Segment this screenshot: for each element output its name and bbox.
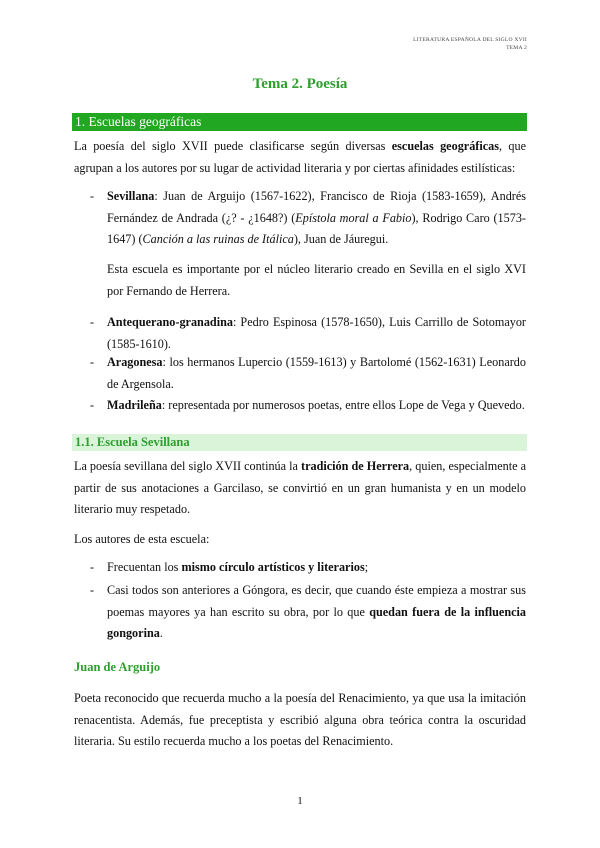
- text-span: Frecuentan los: [107, 560, 182, 574]
- bold-term: tradición de Herrera: [301, 459, 410, 473]
- text-span: ;: [364, 560, 369, 574]
- section-heading-escuelas: 1. Escuelas geográficas: [72, 113, 527, 131]
- text-span: La poesía sevillana del siglo XVII continúa la: [74, 459, 302, 473]
- work-title: Epístola moral a Fabio: [295, 210, 412, 225]
- bullet-dash: -: [90, 398, 95, 412]
- text-span: ), Juan de Jáuregui.: [293, 232, 389, 246]
- text-span: : representada por numerosos poetas, entre ellos Lope de Vega y Quevedo.: [161, 398, 525, 412]
- work-title: Canción a las ruinas de Itálica: [142, 232, 294, 246]
- text-span: Casi todos son anteriores a Góngora, es decir, que cuando éste empieza a mostrar sus poemas mayores ya han escrito su obra, por lo que: [107, 583, 526, 619]
- intro-paragraph: [74, 136, 526, 179]
- authors-intro: Los autores de esta escuela:: [74, 532, 210, 546]
- list-item-madrilena: [74, 395, 526, 417]
- bullet-dash: -: [90, 315, 95, 329]
- arguijo-paragraph: Poeta reconocido que recuerda mucho a la poesía del Renacimiento, ya que usa la imitación renacentista. Además, fue preceptista y escribió alguna obra teórica contra la oscuridad literaria. Su estilo recuerda mucho a los poetas del Renacimiento.: [74, 691, 526, 748]
- school-name: Aragonesa: [107, 355, 163, 369]
- text-span: , quien, especialmente a partir de sus anotaciones a Garcilaso, se convirtió en un gran humanista y en un modelo literario muy respetado.: [74, 459, 526, 516]
- list-item-antequerano: [74, 312, 526, 355]
- list-item-aragonesa: [74, 352, 526, 395]
- school-name: Madrileña: [107, 398, 162, 412]
- list-item-text: [107, 557, 526, 579]
- list-item-text: [107, 395, 526, 417]
- sevillana-note: Esta escuela es importante por el núcleo literario creado en Sevilla en el siglo XVI por Fernando de Herrera.: [107, 262, 526, 298]
- bold-term: quedan fuera de la influencia gongorina: [107, 604, 526, 640]
- text-span: : Juan de Arguijo (1567-1622), Francisco de Rioja (1583-1659), Andrés Fernández de Andrada (¿? - ¿1648?) (: [107, 189, 526, 225]
- author-heading-arguijo: Juan de Arguijo: [74, 660, 161, 674]
- bullet-dash: -: [90, 560, 95, 574]
- intro-bold-term: escuelas geográficas: [391, 139, 499, 153]
- list-item-gongora: [74, 580, 526, 645]
- bold-term: mismo círculo artísticos y literarios: [181, 560, 365, 574]
- text-span: ), Rodrigo Caro (1573-1647) (: [107, 210, 526, 246]
- list-item-text: [107, 312, 526, 355]
- sevillana-paragraph: [74, 456, 526, 521]
- list-item-sevillana: [74, 186, 526, 251]
- text-span: : Pedro Espinosa (1578-1650), Luis Carrillo de Sotomayor (1585-1610).: [107, 315, 526, 351]
- running-header-topic: TEMA 2: [506, 45, 527, 51]
- page-number: 1: [297, 795, 303, 807]
- running-header-course: LITERATURA ESPAÑOLA DEL SIGLO XVII: [413, 37, 527, 43]
- intro-text-start: La poesía del siglo XVII puede clasificarse según diversas: [74, 139, 392, 153]
- bullet-dash: -: [90, 355, 95, 369]
- text-span: : los hermanos Lupercio (1559-1613) y Bartolomé (1562-1631) Leonardo de Argensola.: [107, 355, 526, 391]
- text-span: .: [159, 626, 163, 640]
- list-item-text: [107, 352, 526, 395]
- running-header: [413, 36, 527, 52]
- subsection-heading-sevillana: 1.1. Escuela Sevillana: [72, 434, 527, 451]
- bullet-dash: -: [90, 583, 95, 597]
- intro-text-end: , que agrupan a los autores por su lugar de actividad literaria y por ciertas afinidades estilísticas:: [74, 139, 526, 175]
- school-name: Sevillana: [107, 189, 155, 203]
- page-title: Tema 2. Poesía: [252, 76, 348, 92]
- list-item-text: [107, 186, 526, 251]
- school-name: Antequerano-granadina: [107, 315, 233, 329]
- bullet-dash: -: [90, 189, 95, 203]
- list-item-text: [107, 580, 526, 645]
- list-item-circulo: [74, 557, 526, 579]
